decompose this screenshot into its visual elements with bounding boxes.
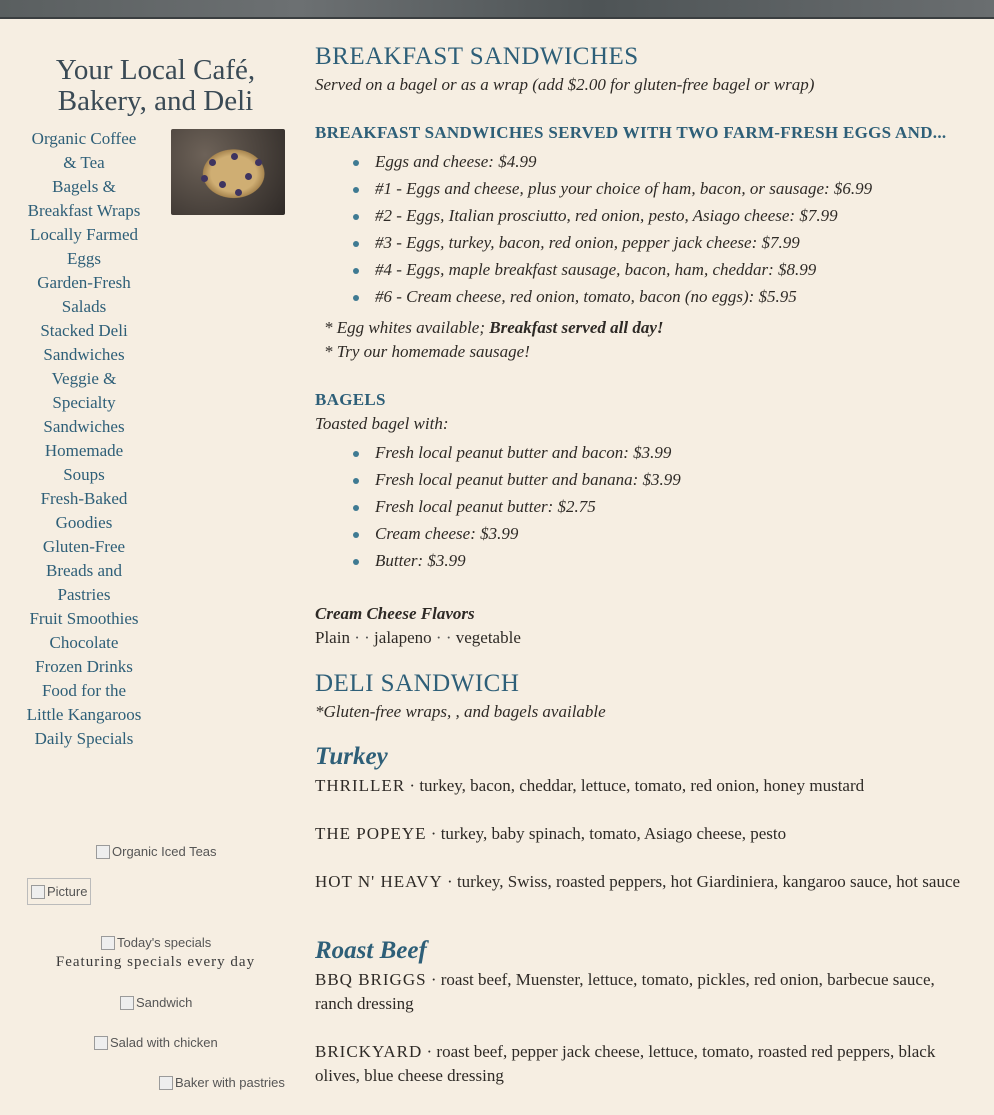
broken-image-icon	[159, 1076, 173, 1090]
picture-image[interactable]: Picture	[27, 878, 91, 905]
specials-caption: Featuring specials every day	[55, 954, 256, 970]
nav-item-baked-goodies[interactable]: Fresh-Baked Goodies	[40, 489, 128, 532]
sidebar	[0, 19, 300, 1115]
nav-item-soups[interactable]: Homemade Soups	[44, 441, 124, 484]
baker-image[interactable]: Baker with pastries	[159, 1075, 285, 1090]
sandwich-item: BRICKYARD · roast beef, pepper jack cheese, lettuce, tomato, roasted red peppers, black olives, blue cheese dressing	[315, 1042, 936, 1085]
iced-teas-image[interactable]: Organic Iced Teas	[96, 844, 217, 859]
nav-item-deli-sandwiches[interactable]: Stacked Deli Sandwiches	[40, 321, 128, 364]
list-item: #4 - Eggs, maple breakfast sausage, bacon, ham, cheddar: $8.99	[375, 258, 872, 285]
list-item: Fresh local peanut butter and bacon: $3.99	[375, 441, 681, 468]
deli-subtitle: *Gluten-free wraps, , and bagels available	[315, 702, 606, 721]
roast-beef-heading: Roast Beef	[315, 937, 427, 964]
nav-item-coffee-tea[interactable]: Organic Coffee & Tea	[31, 129, 137, 172]
breakfast-list	[315, 150, 872, 312]
nav-item-kids-food[interactable]: Food for the Little Kangaroos	[26, 681, 142, 724]
list-item: #3 - Eggs, turkey, bacon, red onion, pepper jack cheese: $7.99	[375, 231, 872, 258]
sandwich-item: THE POPEYE · turkey, baby spinach, tomato, Asiago cheese, pesto	[315, 824, 787, 843]
egg-whites-note: * Egg whites available; Breakfast served all day!	[324, 318, 664, 337]
sandwich-item: THRILLER · turkey, bacon, cheddar, lettuce, tomato, red onion, honey mustard	[315, 776, 865, 795]
muffin-photo	[171, 129, 285, 215]
todays-specials-image[interactable]: Today's specials	[101, 935, 211, 950]
list-item: Fresh local peanut butter: $2.75	[375, 495, 681, 522]
salad-image[interactable]: Salad with chicken	[94, 1035, 218, 1050]
turkey-heading: Turkey	[315, 743, 388, 770]
list-item: Cream cheese: $3.99	[375, 522, 681, 549]
deli-heading: DELI SANDWICH	[315, 670, 520, 697]
breakfast-subheading: BREAKFAST SANDWICHES SERVED WITH TWO FARM-FRESH EGGS AND...	[315, 123, 947, 142]
nav-item-gluten-free[interactable]: Gluten-Free Breads and Pastries	[42, 537, 126, 604]
list-item: #2 - Eggs, Italian prosciutto, red onion, pesto, Asiago cheese: $7.99	[375, 204, 872, 231]
broken-image-icon	[96, 845, 110, 859]
list-item: #6 - Cream cheese, red onion, tomato, bacon (no eggs): $5.95	[375, 285, 872, 312]
nav-item-daily-specials[interactable]: Daily Specials	[34, 729, 134, 748]
nav-item-salads[interactable]: Garden-Fresh Salads	[37, 273, 131, 316]
bagels-subtitle: Toasted bagel with:	[315, 414, 449, 433]
nav-item-veggie-sandwiches[interactable]: Veggie & Specialty Sandwiches	[43, 369, 125, 436]
sidebar-nav	[25, 127, 143, 751]
nav-item-bagels[interactable]: Bagels & Breakfast Wraps	[27, 177, 141, 220]
nav-item-eggs[interactable]: Locally Farmed Eggs	[29, 225, 139, 268]
top-banner	[0, 0, 994, 19]
sausage-note: * Try our homemade sausage!	[324, 342, 530, 361]
nav-item-smoothies[interactable]: Fruit Smoothies	[29, 609, 139, 628]
sandwich-item: HOT N' HEAVY · turkey, Swiss, roasted peppers, hot Giardiniera, kangaroo sauce, hot sauce	[315, 872, 961, 891]
breakfast-heading: BREAKFAST SANDWICHES	[315, 43, 639, 70]
list-item: Fresh local peanut butter and banana: $3.99	[375, 468, 681, 495]
broken-image-icon	[31, 885, 45, 899]
sandwich-item: BBQ BRIGGS · roast beef, Muenster, lettuce, tomato, pickles, red onion, barbecue sauce, ranch dressing	[315, 970, 935, 1013]
site-title: Your Local Café, Bakery, and Deli	[55, 54, 256, 117]
breakfast-subtitle: Served on a bagel or as a wrap (add $2.00 for gluten-free bagel or wrap)	[315, 75, 815, 94]
bagels-list	[315, 441, 681, 576]
cream-cheese-heading: Cream Cheese Flavors	[315, 604, 475, 623]
list-item: Butter: $3.99	[375, 549, 681, 576]
nav-item-frozen-drinks[interactable]: Frozen Drinks	[35, 657, 133, 676]
list-item: #1 - Eggs and cheese, plus your choice of ham, bacon, or sausage: $6.99	[375, 177, 872, 204]
broken-image-icon	[101, 936, 115, 950]
cream-cheese-flavors: Plain · · jalapeno · · vegetable	[315, 628, 521, 647]
list-item: Eggs and cheese: $4.99	[375, 150, 872, 177]
bagels-heading: BAGELS	[315, 390, 386, 409]
broken-image-icon	[94, 1036, 108, 1050]
broken-image-icon	[120, 996, 134, 1010]
nav-item-chocolate[interactable]: Chocolate	[49, 633, 119, 652]
sandwich-image[interactable]: Sandwich	[120, 995, 192, 1010]
